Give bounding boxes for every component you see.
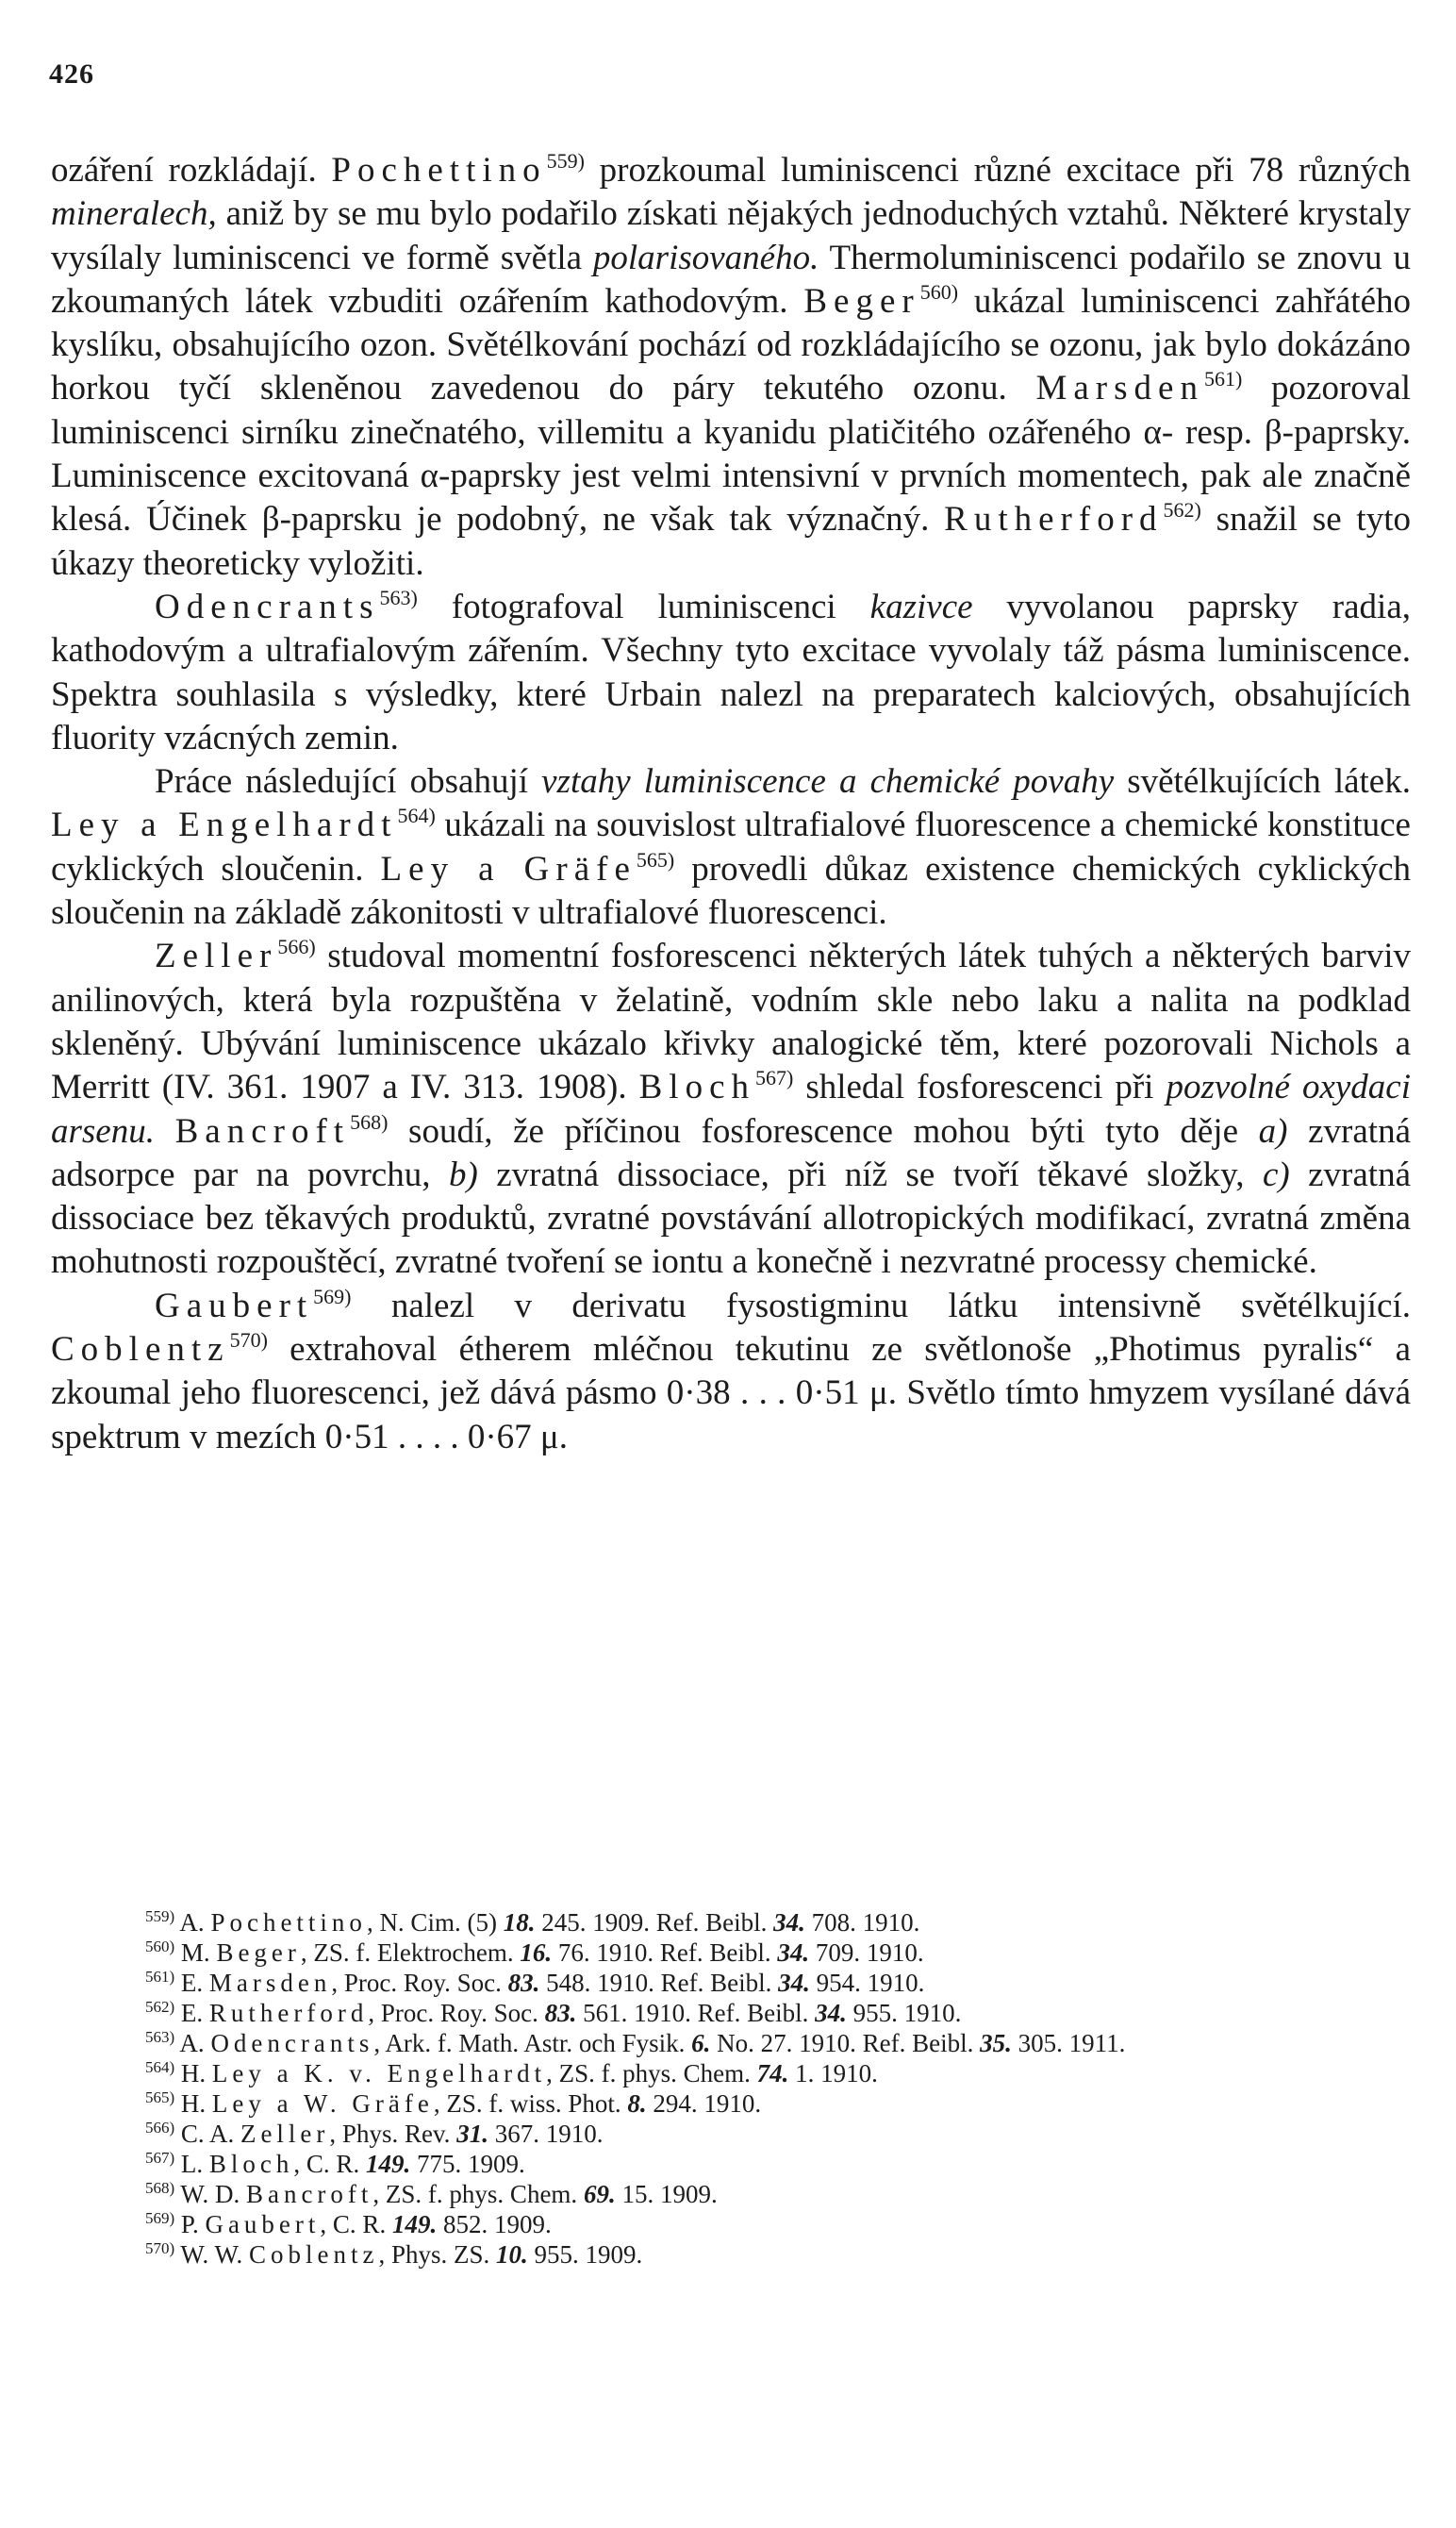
text-run: W. D. [174,2180,246,2208]
author-name: Zeller [155,937,278,976]
author-name: Ley a K. v. Engelhardt [211,2059,547,2087]
footnote-ref: 570) [145,2239,175,2257]
footnote [51,2028,1411,2058]
footnote-ref: 570) [229,1328,268,1353]
author-name: Ley a Engelhardt [51,806,398,845]
author-name: Beger [216,1938,301,1967]
text-run: No. 27. 1910. Ref. Beibl. [710,2029,981,2057]
text-run: 294. 1910. [646,2089,762,2118]
text-run: vyvolanou paprsky radia, kathodovým a ultrafialovým zářením. Všechny tyto excitace vyvolaly táž pásma luminiscence. Spektra souhlasila s výsledky, které Urbain nalezl na preparatech kalciových, obsahujících fluority vzácných zemin. [51,587,1411,757]
text-run: 708. 1910. [804,1908,920,1937]
footnote-ref: 562) [1163,498,1201,523]
footnote-ref: 566) [145,2119,175,2137]
paragraph [51,935,1411,1284]
footnote [51,2088,1411,2119]
text-run: shledal fosforescenci při [793,1068,1166,1107]
footnote [51,1998,1411,2028]
text-run: H. [174,2059,212,2087]
text-run: , Phys. Rev. [329,2120,457,2148]
footnote-ref: 565) [145,2088,175,2106]
text-run: 955. 1909. [527,2240,643,2269]
text-run: pozoroval luminiscenci sirníku zinečnatého, villemitu a kyanidu platičitého ozářeného α- resp. β-paprsky. Luminiscence excitovaná α-paprsky jest velmi intensivní v prvních momentech, pak ale značně klesá. Účinek β-paprsku je podobný, ne však tak význačný. [51,369,1411,540]
footnote-ref: 567) [145,2149,175,2167]
text-run: Práce následující obsahují [155,762,542,802]
footnote [51,1938,1411,1968]
text-run: 1. 1910. [788,2059,878,2087]
text-run: 775. 1909. [410,2150,525,2178]
text-run: prozkoumal luminiscenci různé excitace při 78 různých [584,151,1411,190]
author-name: Zeller [240,2120,330,2148]
text-run: , Ark. f. Math. Astr. och Fysik. [373,2029,692,2057]
text-run: studoval momentní fosforescenci některých látek tuhých a některých barviv anilinových, která byla rozpuštěna v želatině, vodním skle nebo laku a nalita na podklad skleněný. Ubývání luminiscence ukázalo křivky analogické těm, které pozorovali Nichols a Merritt (IV. 361. 1907 a IV. 313. 1908). [51,937,1411,1107]
text-run: A. [174,1908,211,1937]
footnote-ref: 567) [755,1066,794,1090]
footnote-ref: 565) [636,847,675,872]
text-run: W. W. [174,2240,249,2269]
emphasis-text: 69. [583,2180,616,2208]
footnote-ref: 560) [145,1938,175,1955]
text-run: , ZS. f. phys. Chem. [546,2059,757,2087]
text-run: , ZS. f. Elektrochem. [300,1938,521,1967]
text-run [155,1112,175,1151]
text-run: 76. 1910. Ref. Beibl. [552,1938,778,1967]
footnote-ref: 564) [397,804,436,828]
footnote [51,2119,1411,2149]
text-run: 548. 1910. Ref. Beibl. [539,1969,779,1997]
author-name: Coblentz [51,1330,230,1370]
text-run: snažil se tyto úkazy theoreticky vyložiti. [51,500,1411,583]
author-name: Bloch [638,1068,755,1107]
emphasis-text: 31. [456,2120,488,2148]
text-run: zvratná dissociace bez těkavých produktů, zvratné povstávání allotropických modifikací, zvratná změna mohutnosti rozpouštěcí, zvratné tvoření se iontu a konečně i nezvratné processy chemické. [51,1155,1412,1282]
footnotes [51,1907,1411,2270]
footnote [51,2058,1411,2088]
text-run: , ZS. f. phys. Chem. [372,2180,584,2208]
text-run: , Proc. Roy. Soc. [368,1999,545,2027]
emphasis-text: 6. [691,2029,711,2057]
text-run: 955. 1910. [846,1999,962,2027]
main-text [51,149,1411,1459]
text-run: zvratná adsorpce par na povrchu, [51,1111,1411,1194]
text-run: nalezl v derivatu fysostigminu látku intensivně světélkující. [351,1286,1411,1325]
footnote [51,2179,1411,2209]
emphasis-text: 10. [496,2240,528,2269]
text-run: E. [174,1969,209,1997]
text-run: světélkujících látek. [1114,762,1411,802]
author-name: Ley a W. Gräfe [211,2089,434,2118]
text-run: ukázali na souvislost ultrafialové fluorescence a chemické konstituce cyklických sloučenin. [51,806,1411,889]
emphasis-text: 34. [778,1969,810,1997]
emphasis-text: c) [1262,1155,1290,1194]
footnote-ref: 559) [145,1907,175,1925]
emphasis-text: 16. [520,1938,553,1967]
emphasis-text: b) [448,1155,478,1194]
text-run: zvratná dissociace, při níž se tvoří těkavé složky, [477,1155,1263,1194]
author-name: Pochettino [210,1908,367,1937]
paragraph [51,1285,1411,1459]
footnote-ref: 559) [546,149,585,173]
text-run: fotografoval luminiscenci [417,587,870,626]
author-name: Rutherford [944,500,1164,540]
footnote-ref: 563) [145,2028,175,2046]
author-name: Coblentz [248,2240,379,2269]
footnote-ref: 562) [145,1998,175,2016]
emphasis-text: mineralech, [51,194,217,234]
author-name: Pochettino [331,151,547,190]
author-name: Rutherford [208,1999,369,2027]
text-run: 305. 1911. [1011,2029,1126,2057]
footnote [51,1907,1411,1938]
paragraph [51,586,1411,760]
emphasis-text: polarisovaného. [592,238,819,277]
author-name: Gaubert [205,2210,321,2238]
emphasis-text: 34. [777,1938,810,1967]
text-run: , C. R. [293,2150,366,2178]
emphasis-text: 35. [980,2029,1012,2057]
emphasis-text: 149. [365,2150,411,2178]
text-run: C. A. [174,2120,240,2148]
text-run: P. [174,2210,206,2238]
author-name: Ley a Gräfe [380,849,637,889]
text-run: E. [174,1999,209,2027]
emphasis-text: a) [1258,1111,1288,1151]
text-run: aniž by se mu bylo podařilo získati nějakých jednoduchých vztahů. Některé krystaly vysílaly luminiscenci ve formě světla [51,194,1411,277]
emphasis-text: kazivce [869,587,973,626]
text-run: extrahoval étherem mléčnou tekutinu ze světlonoše „Photimus pyralis“ a zkoumal jeho fluorescenci, jež dává pásmo 0·38 . . . 0·51 μ. Světlo tímto hmyzem vysílané dává spektrum v mezích 0·51 . . . . 0·67 μ. [51,1330,1411,1456]
author-name: Odencrants [155,587,380,626]
author-name: Gaubert [155,1286,314,1325]
author-name: Odencrants [210,2029,374,2057]
footnote-ref: 569) [145,2209,175,2227]
footnote [51,2149,1411,2179]
page-number: 426 [49,58,94,90]
emphasis-text: 74. [756,2059,789,2087]
emphasis-text: 34. [773,1908,805,1937]
text-run: ukázal luminiscenci zahřátého kyslíku, obsahujícího ozon. Světélkování pochází od rozkládajícího se ozonu, jak bylo dokázáno horkou tyčí skleněnou zavedenou do páry tekutého ozonu. [51,281,1412,408]
footnote-ref: 568) [350,1109,389,1134]
text-run: 367. 1910. [488,2120,604,2148]
text-run: ozáření rozkládají. [51,151,332,190]
text-run: 954. 1910. [809,1969,925,1997]
emphasis-text: 34. [815,1999,847,2027]
author-name: Bloch [208,2150,294,2178]
author-name: Marsden [1035,369,1204,408]
emphasis-text: 18. [503,1908,536,1937]
text-run: , ZS. f. wiss. Phot. [433,2089,628,2118]
emphasis-text: vztahy luminiscence a chemické povahy [541,762,1115,802]
author-name: Beger [803,281,920,321]
paragraph [51,149,1411,586]
emphasis-text: pozvolné oxydaci arsenu. [51,1068,1411,1151]
text-run: , C. R. [320,2210,392,2238]
text-run: 15. 1909. [615,2180,718,2208]
footnote [51,2239,1411,2270]
text-run: provedli důkaz existence chemických cyklických sloučenin na základě zákonitosti v ultrafialové fluorescenci. [51,849,1411,933]
author-name: Marsden [208,1969,332,1997]
text-run: soudí, že příčinou fosforescence mohou býti tyto děje [388,1111,1259,1151]
footnote-ref: 561) [145,1968,175,1986]
text-run: M. [174,1938,217,1967]
text-run: , Phys. ZS. [378,2240,496,2269]
paragraph [51,760,1411,935]
text-run: A. [174,2029,211,2057]
text-run: Thermoluminiscenci podařilo se znovu u zkoumaných látek vzbuditi ozářením kathodovým. [51,238,1411,321]
emphasis-text: 8. [627,2089,647,2118]
text-run: 852. 1909. [437,2210,552,2238]
emphasis-text: 83. [507,1969,540,1997]
footnote-ref: 561) [1203,367,1243,391]
footnote-ref: 569) [313,1284,352,1308]
footnote-ref: 568) [145,2179,175,2197]
text-run: , N. Cim. (5) [366,1908,504,1937]
text-run: 245. 1909. Ref. Beibl. [535,1908,774,1937]
emphasis-text: 83. [544,1999,577,2027]
text-run: 561. 1910. Ref. Beibl. [576,1999,816,2027]
footnote [51,1968,1411,1998]
footnote-ref: 563) [379,585,418,609]
footnote-ref: 564) [145,2058,175,2076]
text-run: 709. 1910. [809,1938,924,1967]
footnote-ref: 560) [919,279,959,304]
text-run: , Proc. Roy. Soc. [331,1969,508,1997]
footnote [51,2209,1411,2239]
footnote-ref: 566) [277,935,316,959]
text-run: H. [174,2089,212,2118]
author-name: Bancroft [174,1111,351,1151]
emphasis-text: 149. [391,2210,438,2238]
text-run: L. [174,2150,209,2178]
author-name: Bancroft [245,2180,373,2208]
